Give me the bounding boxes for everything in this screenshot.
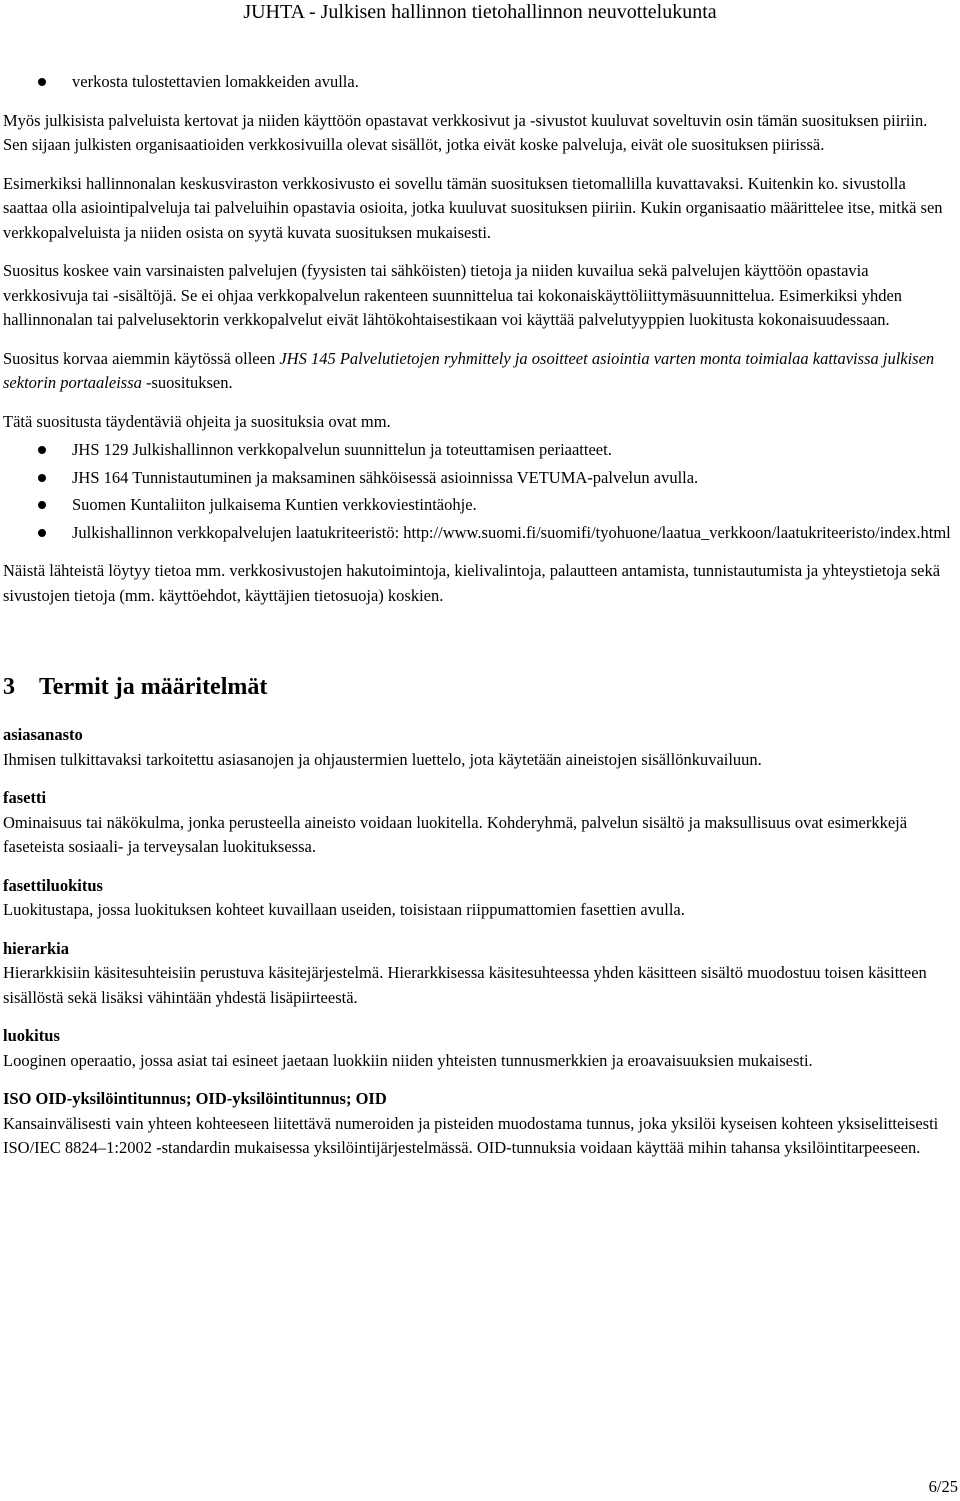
term-entry — [3, 874, 953, 923]
document-body — [3, 70, 953, 1175]
term-entry — [3, 786, 953, 860]
replaces-text-before: Suositus korvaa aiemmin käytössä olleen — [3, 348, 280, 368]
term-entry — [3, 723, 953, 772]
term-definition: Kansainvälisesti vain yhteen kohteeseen liitettävä numeroiden ja pisteiden muodostama tunnus, joka yksilöi kyseisen kohteen yksiselitteisesti ISO/IEC 8824–1:2002 -standardin mukaisessa yksilöintijärjestelmässä. OID-tunnuksia voidaan käyttää mihin tahansa yksilöintitarpeeseen. — [3, 1113, 939, 1157]
paragraph-scope: Myös julkisista palveluista kertovat ja niiden käyttöön opastavat verkkosivut ja -sivustot kuuluvat soveltuvin osin tämän suosituksen piiriin. Sen sijaan julkisten organisaatioiden verkkosivuilla olevat sisällöt, jotka eivät koske palveluja, eivät ole suosituksen piirissä. — [3, 110, 928, 154]
reference-item: Julkishallinnon verkkopalvelujen laatukriteeristö: http://www.suomi.fi/suomifi/tyohuone/laatua_verkkoon/laatukriteeristo/index.html — [3, 521, 953, 546]
reference-item: JHS 129 Julkishallinnon verkkopalvelun suunnittelun ja toteuttamisen periaatteet. — [3, 438, 953, 463]
section-heading — [3, 672, 953, 702]
reference-list — [3, 438, 953, 545]
section-number: 3 — [3, 674, 15, 700]
term-name: fasettiluokitus — [3, 875, 103, 895]
paragraph-sources: Näistä lähteistä löytyy tietoa mm. verkkosivustojen hakutoimintoja, kielivalintoja, palautteen antamista, tunnistautumista ja yhteystietoja sekä sivustojen tietoja (mm. käyttöehdot, käyttäjien tietosuoja) koskien. — [3, 561, 941, 605]
term-name: fasetti — [3, 788, 47, 807]
term-name: asiasanasto — [3, 725, 83, 744]
term-definition: Looginen operaatio, jossa asiat tai esineet jaetaan luokkiin niiden yhteisten tunnusmerkkien ja eroavaisuuksien mukaisesti. — [3, 1050, 813, 1070]
term-name: hierarkia — [3, 938, 69, 958]
page-header — [0, 0, 960, 24]
intro-bullet-list — [3, 70, 953, 95]
term-entry — [3, 1024, 953, 1073]
section-title: Termit ja määritelmät — [39, 674, 268, 700]
term-definition: Ominaisuus tai näkökulma, jonka perusteella aineisto voidaan luokitella. Kohderyhmä, palvelun sisältö ja maksullisuus ovat esimerkkejä faseteista sosiaali- ja terveysalan luokituksessa. — [3, 812, 908, 856]
reference-item: JHS 164 Tunnistautuminen ja maksaminen sähköisessä asioinnissa VETUMA-palvelun avulla. — [3, 466, 953, 491]
term-entry — [3, 937, 953, 1011]
reference-item: Suomen Kuntaliiton julkaisema Kuntien verkkoviestintäohje. — [3, 493, 953, 518]
header-title: JUHTA - Julkisen hallinnon tietohallinnon neuvottelukunta — [243, 1, 717, 23]
term-definition: Ihmisen tulkittavaksi tarkoitettu asiasanojen ja ohjaustermien luettelo, jota käytetään aineistojen sisällönkuvailuun. — [3, 749, 762, 769]
term-name: ISO OID-yksilöintitunnus; OID-yksilöintitunnus; OID — [3, 1089, 387, 1108]
paragraph-example: Esimerkiksi hallinnonalan keskusviraston verkkosivusto ei sovellu tämän suosituksen tietomallilla kuvattavaksi. Kuitenkin ko. sivustolla saattaa olla asiointipalveluja tai palveluihin opastavia osioita, jotka kuuluvat suosituksen piiriin. Kukin organisaatio määrittelee itse, mitkä sen verkkopalveluista ja niiden osista on syytä kuvata suosituksen mukaisesti. — [3, 173, 943, 242]
paragraph-coverage: Suositus koskee vain varsinaisten palvelujen (fyysisten tai sähköisten) tietoja ja niiden kuvailua sekä palvelujen käyttöön opastavia verkkosivuja tai -sisältöjä. Se ei ohjaa verkkopalvelun rakenteen suunnittelua tai kokonaiskäyttöliittymäsuunnittelua. Esimerkiksi yhden hallinnonalan tai palvelusektorin verkkopalvelut eivät lähtökohtaisestikaan voi käyttää palvelutyyppien luokitusta kokonaisuudessaan. — [3, 261, 903, 329]
term-entry — [3, 1087, 953, 1161]
term-name: luokitus — [3, 1026, 60, 1045]
term-definition: Hierarkkisiin käsitesuhteisiin perustuva käsitejärjestelmä. Hierarkkisessa käsitesuhteessa yhden käsitteen sisältö muodostuu toisen käsitteen sisällöstä sekä lisäksi vähintään yhdestä lisäpiirteestä. — [3, 963, 927, 1007]
list-item: verkosta tulostettavien lomakkeiden avulla. — [3, 70, 953, 95]
page-number: 6/25 — [928, 1477, 958, 1496]
replaces-text-after: -suosituksen. — [141, 373, 233, 392]
paragraph-supplements-intro: Tätä suositusta täydentäviä ohjeita ja suosituksia ovat mm. — [3, 411, 391, 431]
paragraph-replaces — [3, 347, 953, 396]
replaced-recommendation-title: JHS 145 Palvelutietojen ryhmittely ja osoitteet asiointia varten monta toimialaa kattavissa julkisen sektorin portaaleissa — [3, 348, 935, 392]
term-definition: Luokitustapa, jossa luokituksen kohteet kuvaillaan useiden, toisistaan riippumattomien fasettien avulla. — [3, 900, 685, 919]
